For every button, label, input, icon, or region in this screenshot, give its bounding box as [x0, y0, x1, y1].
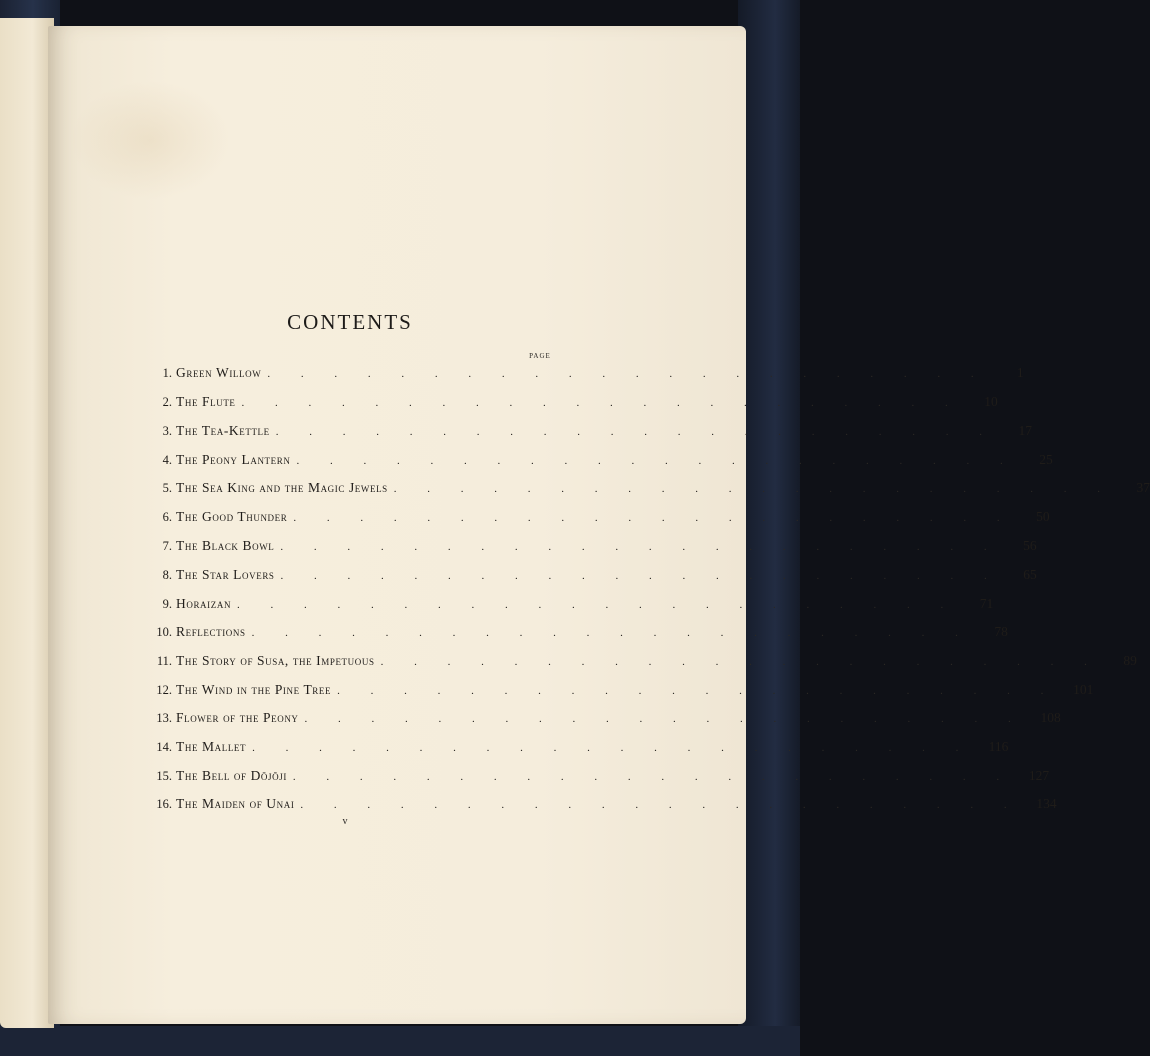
entry-page: 56: [1023, 538, 1037, 553]
toc-entry: [146, 624, 1008, 646]
entry-page: 25: [1039, 452, 1053, 467]
entry-number: 5.: [162, 481, 172, 495]
entry-page: 116: [988, 739, 1009, 754]
entry-title: The Black Bowl: [176, 538, 275, 553]
dot-leader: . . . . . . . . . . . . . . . . . . . . . .: [300, 799, 1021, 811]
entry-number: 16.: [156, 797, 172, 811]
entry-number: 11.: [156, 654, 172, 668]
entry-page: 71: [979, 596, 994, 611]
toc-entry: [146, 365, 1024, 387]
toc-entry: [146, 710, 1061, 732]
entry-title: The Maiden of Unai: [176, 796, 295, 811]
toc-entry: [146, 682, 1094, 704]
dot-leader: . . . . . . . . . . . . . . . . . . . . . .: [241, 397, 962, 409]
entry-page: 37: [1136, 480, 1150, 495]
entry-title: Horaizan: [176, 596, 232, 611]
dot-leader: . . . . . . . . . . . . . . . . . . . . . .: [293, 512, 1014, 524]
toc-entry: [146, 452, 1053, 474]
entry-title: The Sea King and the Magic Jewels: [176, 480, 388, 495]
entry-page: 50: [1036, 509, 1050, 524]
dot-leader: . . . . . . . . . . . . . . . . . . . . . .: [280, 541, 1001, 553]
toc-entry: [146, 394, 998, 416]
dot-leader: . . . . . . . . . . . . . . . . . . . . . .: [380, 656, 1101, 668]
entry-page: 17: [1018, 423, 1033, 438]
entry-page: 134: [1036, 796, 1057, 811]
entry-page: 78: [994, 624, 1008, 639]
book-cover-bottom: [0, 1026, 800, 1056]
entry-number: 12.: [156, 683, 172, 697]
entry-number: 4.: [162, 453, 172, 467]
dot-leader: . . . . . . . . . . . . . . . . . . . . . .: [393, 483, 1115, 495]
entry-number: 2.: [162, 395, 172, 409]
toc-entry: [146, 567, 1037, 589]
toc-entry: [146, 423, 1033, 445]
dot-leader: . . . . . . . . . . . . . . . . . . . . . .: [296, 455, 1017, 467]
toc-entry: [146, 509, 1050, 531]
previous-page-edge: [0, 18, 54, 1028]
entry-title: Reflections: [176, 624, 246, 639]
entry-page: 89: [1123, 653, 1137, 668]
entry-title: Green Willow: [176, 365, 262, 380]
entry-page: 10: [984, 394, 998, 409]
entry-title: The Tea-Kettle: [176, 423, 270, 438]
entry-number: 7.: [162, 539, 172, 553]
entry-number: 3.: [162, 424, 172, 438]
entry-number: 9.: [162, 597, 172, 611]
dot-leader: . . . . . . . . . . . . . . . . . . . . . .: [304, 713, 1025, 725]
dot-leader: . . . . . . . . . . . . . . . . . . . . . .: [280, 570, 1001, 582]
entry-page: 65: [1023, 567, 1037, 582]
page-column-label: PAGE: [529, 352, 551, 360]
entry-number: 6.: [162, 510, 172, 524]
entry-title: The Flute: [176, 394, 236, 409]
entry-number: 14.: [156, 740, 172, 754]
dot-leader: . . . . . . . . . . . . . . . . . . . . . .: [237, 599, 958, 611]
toc-entry: [146, 653, 1137, 675]
dot-leader: . . . . . . . . . . . . . . . . . . . . . .: [337, 685, 1058, 697]
entry-page: 1: [1016, 365, 1024, 380]
entry-title: The Mallet: [176, 739, 247, 754]
entry-page: 101: [1073, 682, 1094, 697]
entry-number: 1.: [162, 366, 172, 380]
entry-title: The Peony Lantern: [176, 452, 291, 467]
entry-title: The Wind in the Pine Tree: [176, 682, 332, 697]
toc-entry: [146, 480, 1150, 502]
dot-leader: . . . . . . . . . . . . . . . . . . . . . .: [292, 771, 1014, 783]
entry-page: 108: [1040, 710, 1061, 725]
page-folio: v: [342, 816, 348, 827]
toc-entry: [146, 596, 994, 618]
toc-entry: [146, 538, 1037, 560]
toc-entry: [146, 768, 1050, 790]
entry-title: The Story of Susa, the Impetuous: [176, 653, 375, 668]
entry-title: Flower of the Peony: [176, 710, 299, 725]
dot-leader: . . . . . . . . . . . . . . . . . . . . . .: [251, 627, 972, 639]
entry-number: 13.: [156, 711, 172, 725]
entry-number: 10.: [156, 625, 172, 639]
entry-page: 127: [1028, 768, 1050, 783]
toc-entry: [146, 796, 1057, 818]
book-cover-right: [738, 0, 800, 1056]
toc-entry: [146, 739, 1009, 761]
page-title: CONTENTS: [287, 310, 413, 334]
entry-title: The Bell of Dōjōji: [176, 768, 287, 783]
entry-number: 15.: [156, 769, 172, 783]
dot-leader: . . . . . . . . . . . . . . . . . . . . . .: [275, 426, 997, 438]
entry-title: The Good Thunder: [176, 509, 288, 524]
entry-number: 8.: [162, 568, 172, 582]
dot-leader: . . . . . . . . . . . . . . . . . . . . . .: [267, 368, 988, 380]
entry-title: The Star Lovers: [176, 567, 275, 582]
dot-leader: . . . . . . . . . . . . . . . . . . . . . .: [252, 742, 973, 754]
